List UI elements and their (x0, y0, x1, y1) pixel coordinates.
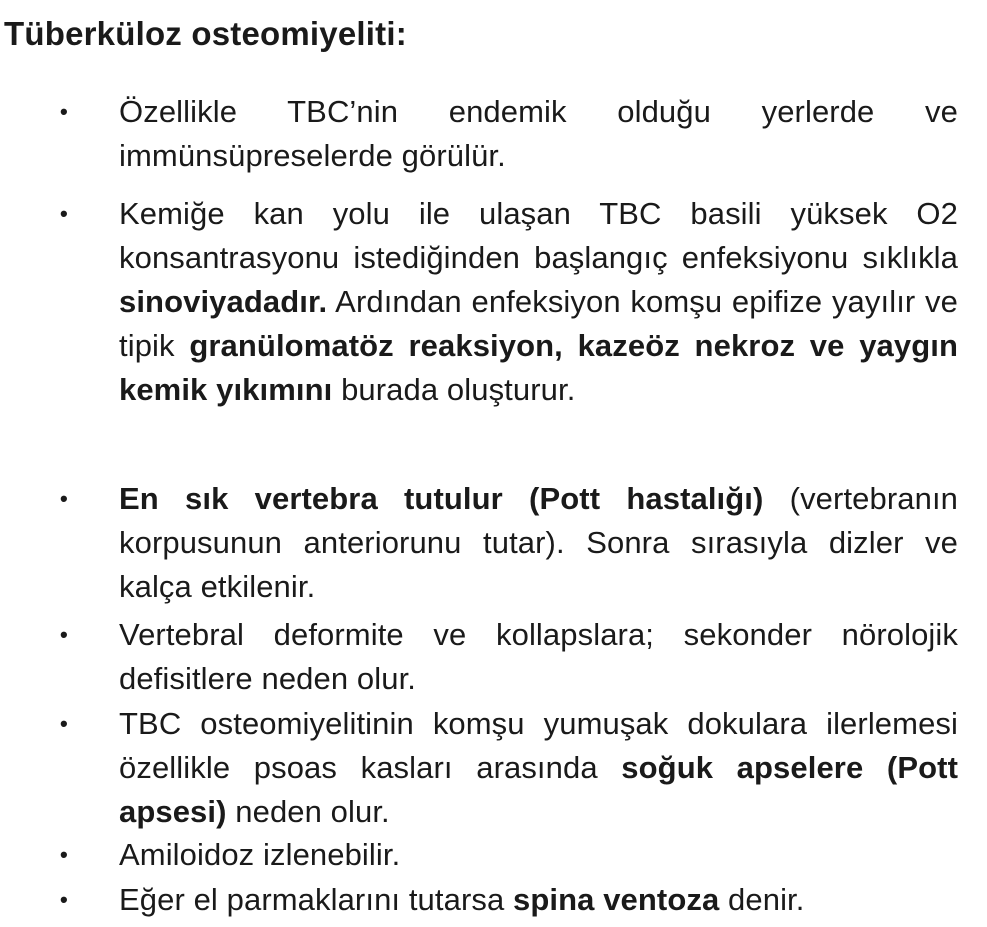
bullet-icon: • (60, 201, 68, 226)
list-item-text (119, 613, 958, 701)
text-run: burada oluşturur. (332, 372, 576, 407)
bullet-icon: • (60, 99, 68, 124)
list-item-text (119, 878, 958, 922)
bullet-icon: • (60, 486, 68, 511)
bullet-icon: • (60, 622, 68, 647)
bold-text-run: granülomatöz reaksiyon, kazeöz nekroz ve yaygın kemik yıkımını (119, 328, 959, 407)
text-run: Ardından enfeksiyon komşu epifize yayılır ve tipik (119, 284, 958, 363)
text-run: Kemiğe kan yolu ile ulaşan TBC basili yüksek O2 konsantrasyonu istediğinden başlangıç enfeksiyonu sıklıkla (119, 196, 958, 275)
list-item-text (119, 192, 958, 412)
bullet-icon: • (60, 842, 68, 867)
text-run: Vertebral deformite ve kollapslara; sekonder nörolojik defisitlere neden olur. (119, 617, 958, 696)
text-run: denir. (719, 882, 805, 917)
list-item-text (119, 90, 958, 178)
page-title: Tüberküloz osteomiyeliti: (4, 15, 407, 52)
list-item-text (119, 833, 958, 877)
bold-text-run: spina ventoza (513, 882, 720, 917)
bullet-icon: • (60, 887, 68, 912)
bold-text-run: En sık vertebra tutulur (Pott hastalığı) (119, 481, 764, 516)
text-run: Amiloidoz izlenebilir. (119, 837, 401, 872)
bold-text-run: sinoviyadadır. (119, 284, 328, 319)
list-item-text (119, 477, 958, 609)
text-run: (vertebranın korpusunun anteriorunu tutar). Sonra sırasıyla dizler ve kalça etkilenir. (119, 481, 958, 604)
text-run: Özellikle TBC’nin endemik olduğu yerlerde ve immünsüpreselerde görülür. (119, 94, 958, 173)
bold-text-run: soğuk apselere (Pott apsesi) (119, 750, 958, 829)
text-run: neden olur. (226, 794, 390, 829)
text-run: TBC osteomiyelitinin komşu yumuşak dokulara ilerlemesi özellikle psoas kasları arasında (119, 706, 958, 785)
text-run: Eğer el parmaklarını tutarsa (119, 882, 514, 917)
list-item-text (119, 702, 958, 834)
bullet-icon: • (60, 711, 68, 736)
